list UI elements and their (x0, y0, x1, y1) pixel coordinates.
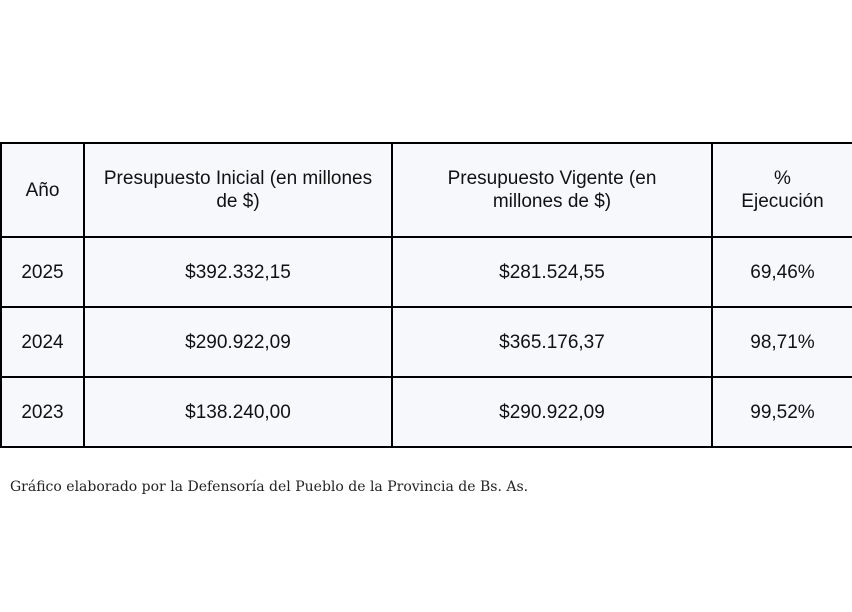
cell-execution-percent: 98,71% (712, 307, 852, 377)
cell-initial-budget: $290.922,09 (84, 307, 392, 377)
cell-initial-budget: $392.332,15 (84, 237, 392, 307)
table-row (1, 237, 852, 307)
table-row (1, 377, 852, 447)
budget-table (0, 142, 852, 448)
cell-year: 2025 (1, 237, 84, 307)
cell-initial-budget: $138.240,00 (84, 377, 392, 447)
header-year: Año (1, 143, 84, 237)
header-current-budget: Presupuesto Vigente (en millones de $) (392, 143, 712, 237)
cell-current-budget: $281.524,55 (392, 237, 712, 307)
header-execution-percent: % Ejecución (712, 143, 852, 237)
cell-year: 2024 (1, 307, 84, 377)
cell-execution-percent: 69,46% (712, 237, 852, 307)
cell-year: 2023 (1, 377, 84, 447)
cell-current-budget: $365.176,37 (392, 307, 712, 377)
table-row (1, 307, 852, 377)
cell-execution-percent: 99,52% (712, 377, 852, 447)
source-caption: Gráfico elaborado por la Defensoría del Pueblo de la Provincia de Bs. As. (10, 479, 529, 495)
cell-current-budget: $290.922,09 (392, 377, 712, 447)
table-header-row (1, 143, 852, 237)
header-initial-budget: Presupuesto Inicial (en millones de $) (84, 143, 392, 237)
